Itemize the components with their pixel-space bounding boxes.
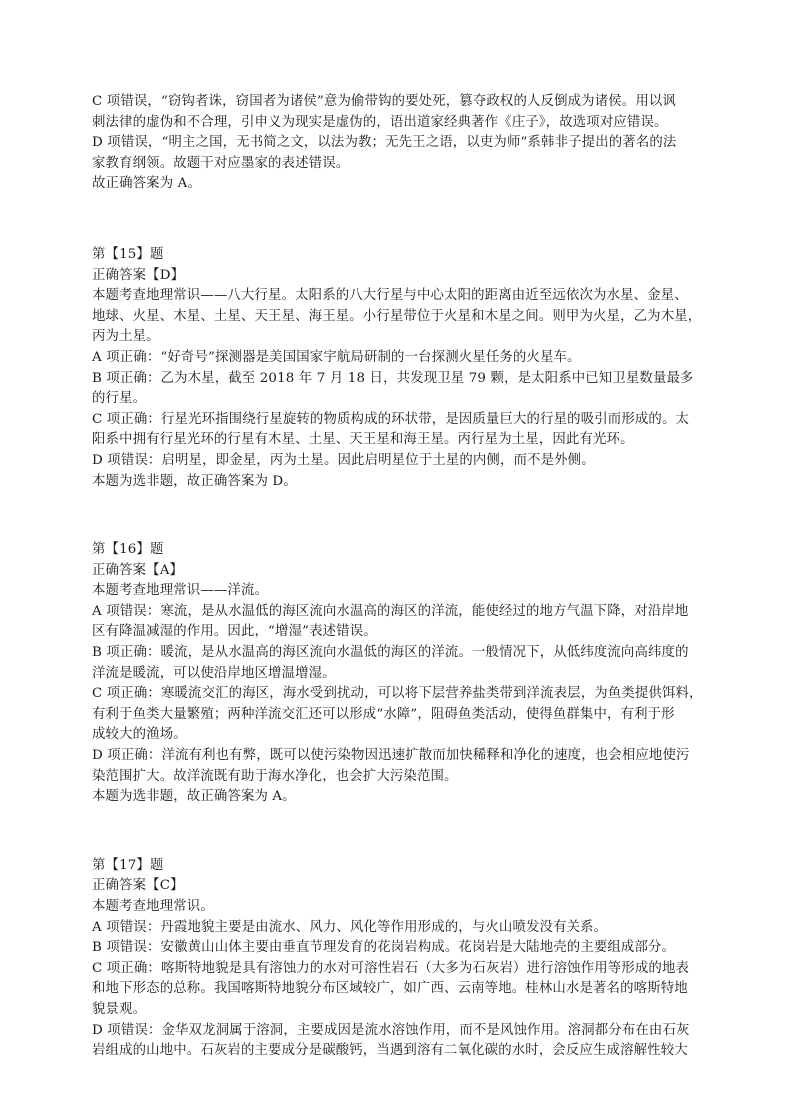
text-line: 家教育纲领。故题干对应墨家的表述错误。	[92, 155, 350, 171]
option-a-line: A 项正确：“好奇号”探测器是美国国家宇航局研制的一台探测火星任务的火星车。	[92, 349, 581, 365]
option-b-line: B 项正确：乙为木星，截至 2018 年 7 月 18 日，共发现卫星 79 颗，是太阳系中已知卫星数量最多	[92, 370, 694, 386]
text-line: 地球、火星、木星、土星、天王星、海王星。小行星带位于火星和木星之间。则甲为火星，乙为木星，	[92, 308, 702, 324]
option-b-line: B 项错误：安徽黄山山体主要由垂直节理发育的花岗岩构成。花岗岩是大陆地壳的主要组成部分。	[92, 940, 676, 956]
text-line: 染范围扩大。故洋流既有助于海水净化，也会扩大污染范围。	[92, 768, 458, 784]
text-line: 本题考查地理常识。	[92, 899, 214, 914]
text-line: 的行星。	[92, 391, 147, 407]
conclusion-line: 本题为选非题，故正确答案为 D。	[92, 473, 297, 489]
question-number: 第【16】题	[92, 542, 164, 558]
question-number: 第【17】题	[92, 857, 164, 873]
text-line: C 项错误，“窃钩者诛，窃国者为诸侯”意为偷带钩的要处死，篡夺政权的人反倒成为诸侯。用以讽	[92, 94, 676, 109]
text-line: 洋流是暖流，可以使沿岸地区增温增湿。	[92, 665, 336, 681]
question-16-section	[92, 540, 714, 808]
text-line: 区有降温减湿的作用。因此，“增湿”表述错误。	[92, 624, 377, 640]
text-line: 貌景观。	[92, 1001, 147, 1017]
conclusion-line: 故正确答案为 A。	[92, 176, 202, 192]
text-line: 本题考查地理常识——八大行星。太阳系的八大行星与中心太阳的距离由近至远依次为水星、金星、	[92, 288, 688, 304]
conclusion-line: 本题为选非题，故正确答案为 A。	[92, 789, 296, 805]
text-line: 成较大的渔场。	[92, 727, 187, 743]
option-c-line: C 项正确：行星光环指围绕行星旋转的物质构成的环状带，是因质量巨大的行星的吸引而形成的。太	[92, 411, 690, 427]
question-15-section	[92, 245, 714, 492]
text-line: 阳系中拥有行星光环的行星有木星、土星、天王星和海王星。丙行星为土星，因此有光环。	[92, 432, 634, 448]
text-line: 有利于鱼类大量繁殖；两种洋流交汇还可以形成“水障”，阻碍鱼类活动，使得鱼群集中，有利于形	[92, 706, 675, 722]
option-a-line: A 项错误：丹霞地貌主要是由流水、风力、风化等作用形成的，与火山喷发没有关系。	[92, 919, 608, 935]
text-line: 丙为土星。	[92, 329, 160, 345]
text-line: 本题考查地理常识——洋流。	[92, 583, 269, 599]
correct-answer: 正确答案【C】	[92, 878, 184, 894]
correct-answer: 正确答案【D】	[92, 267, 185, 283]
option-d-line: D 项错误：启明星，即金星，丙为土星。因此启明星位于土星的内侧，而不是外侧。	[92, 452, 595, 468]
question-number: 第【15】题	[92, 246, 164, 262]
text-line: 岩组成的山地中。石灰岩的主要成分是碳酸钙，当遇到溶有二氧化碳的水时，会反应生成溶解性较大	[92, 1043, 688, 1059]
intro-section	[92, 92, 714, 195]
correct-answer: 正确答案【A】	[92, 562, 184, 578]
option-d-line: D 项正确：洋流有利也有弊，既可以使污染物因迅速扩散而加快稀释和净化的速度，也会相应地使污	[92, 748, 690, 764]
option-b-line: B 项正确：暖流，是从水温高的海区流向水温低的海区的洋流。一般情况下，从低纬度流向高纬度的	[92, 645, 689, 661]
text-line: D 项错误，“明主之国，无书简之文，以法为教；无先王之语，以吏为师”系韩非子提出的著名的法	[92, 135, 677, 151]
option-c-line: C 项正确：喀斯特地貌是具有溶蚀力的水对可溶性岩石（大多为石灰岩）进行溶蚀作用等形成的地表	[92, 960, 690, 976]
text-line: 刺法律的虚伪和不合理，引申义为现实是虚伪的，语出道家经典著作《庄子》，故选项对应错误。	[92, 114, 668, 130]
option-d-line: D 项错误：金华双龙洞属于溶洞，主要成因是流水溶蚀作用，而不是风蚀作用。溶洞都分布在由石灰	[92, 1022, 690, 1038]
option-c-line: C 项正确：寒暖流交汇的海区，海水受到扰动，可以将下层营养盐类带到洋流表层，为鱼类提供饵料，	[92, 686, 703, 702]
text-line: 和地下形态的总称。我国喀斯特地貌分布区域较广，如广西、云南等地。桂林山水是著名的喀斯特地	[92, 981, 688, 997]
answer-explanation-page	[92, 92, 714, 1110]
question-17-section	[92, 856, 714, 1062]
option-a-line: A 项错误：寒流，是从水温低的海区流向水温高的海区的洋流，能使经过的地方气温下降，对沿岸地	[92, 603, 689, 619]
